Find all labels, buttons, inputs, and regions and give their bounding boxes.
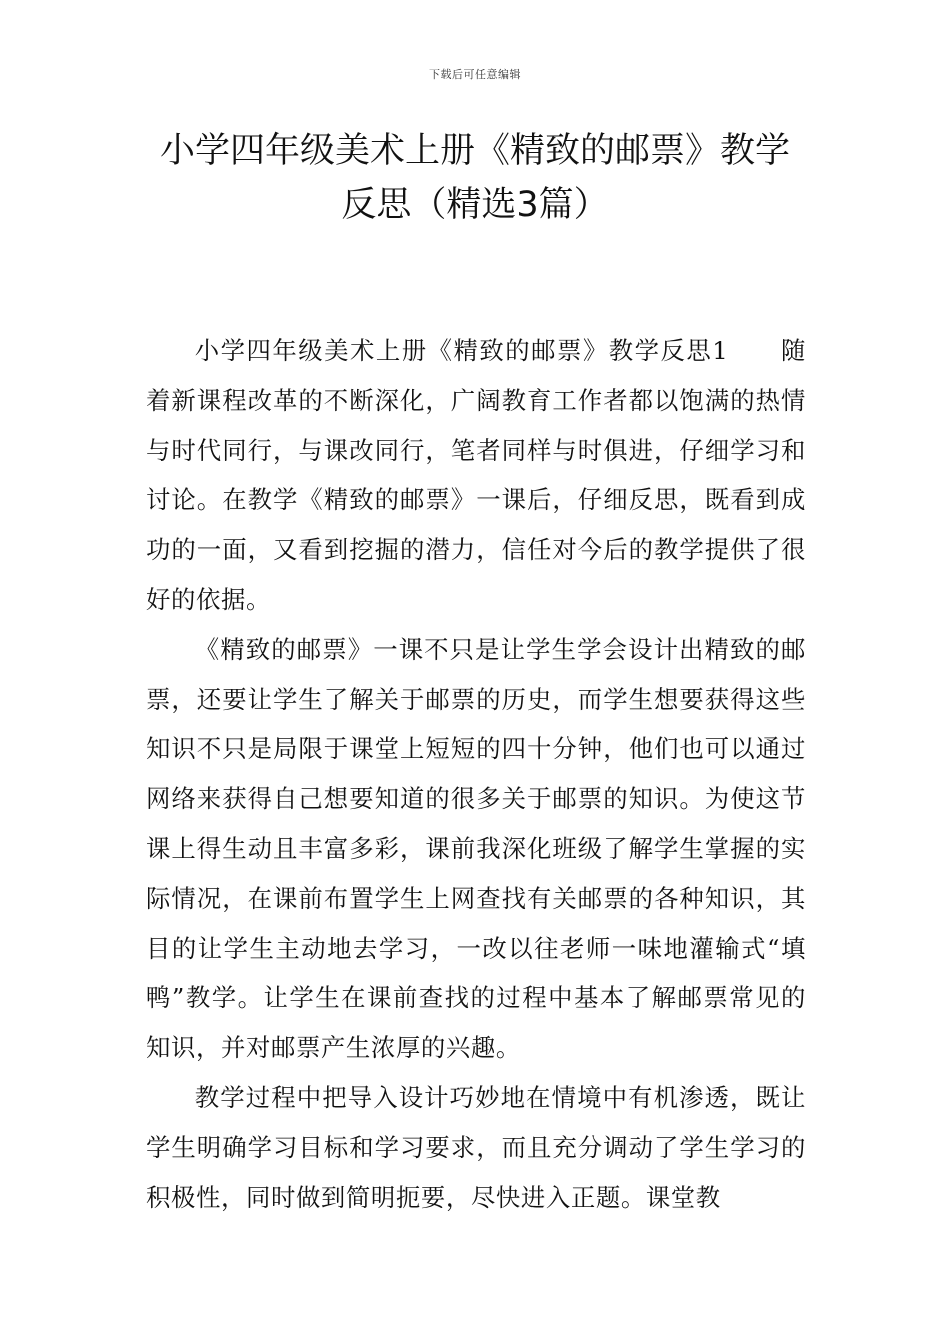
paragraph-2: 《精致的邮票》一课不只是让学生学会设计出精致的邮票，还要让学生了解关于邮票的历史，而学生想要获得这些知识不只是局限于课堂上短短的四十分钟，他们也可以通过网络来获得自己想要知道的很多关于邮票的知识。为使这节课上得生动且丰富多彩，课前我深化班级了解学生掌握的实际情况，在课前布置学生上网查找有关邮票的各种知识，其目的让学生主动地去学习，一改以往老师一味地灌输式“填鸭”教学。让学生在课前查找的过程中基本了解邮票常见的知识，并对邮票产生浓厚的兴趣。 — [146, 634, 806, 1063]
paragraph-1: 小学四年级美术上册《精致的邮票》教学反思1 随着新课程改革的不断深化，广阔教育工作者都以饱满的热情与时代同行，与课改同行，笔者同样与时俱进，仔细学习和讨论。在教学《精致的邮票》一课后，仔细反思，既看到成功的一面，又看到挖掘的潜力，信任对今后的教学提供了很好的依据。 — [146, 336, 806, 614]
title-line-1: 小学四年级美术上册《精致的邮票》教学 — [159, 131, 790, 171]
document-body — [146, 326, 806, 1222]
title-line-2: 反思（精选3篇） — [341, 185, 609, 225]
paragraph-3: 教学过程中把导入设计巧妙地在情境中有机渗透，既让学生明确学习目标和学习要求，而且充分调动了学生学习的积极性，同时做到简明扼要，尽快进入正题。课堂教 — [146, 1082, 806, 1212]
document-title — [100, 124, 850, 232]
download-note: 下载后可任意编辑 — [429, 68, 521, 81]
